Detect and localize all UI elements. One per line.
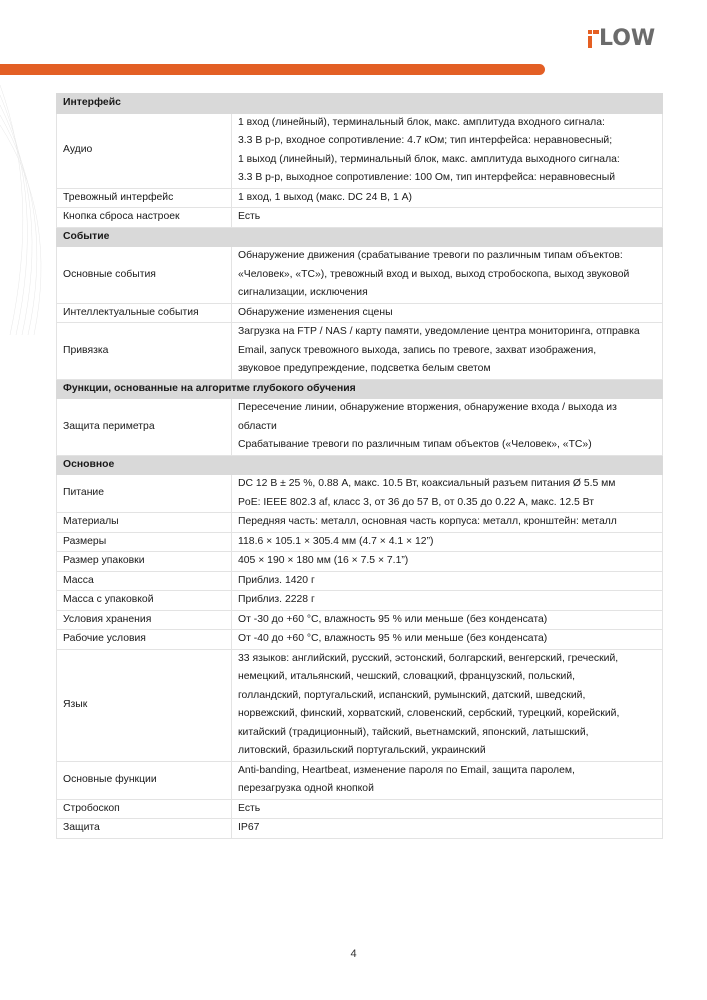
spec-value xyxy=(232,532,663,552)
spec-value-line: немецкий, итальянский, чешский, словацкий, французский, польский, xyxy=(238,671,576,682)
spec-value xyxy=(232,630,663,650)
spec-row xyxy=(57,591,663,611)
spec-value-line: Приблиз. 2228 г xyxy=(238,594,315,605)
spec-value-line: Передняя часть: металл, основная часть корпуса: металл, кронштейн: металл xyxy=(238,516,617,527)
spec-value-line: Обнаружение изменения сцены xyxy=(238,306,393,318)
spec-value-line: Приблиз. 1420 г xyxy=(238,574,315,586)
spec-value-line: перезагрузка одной кнопкой xyxy=(238,783,374,794)
spec-value-line: Загрузка на FTP / NAS / карту памяти, уведомление центра мониторинга, отправка xyxy=(238,326,640,337)
spec-row xyxy=(57,113,663,188)
spec-value-line: Пересечение линии, обнаружение вторжения, обнаружение входа / выхода из xyxy=(238,402,617,413)
spec-value-line: IP67 xyxy=(238,822,260,833)
spec-value xyxy=(232,475,663,513)
section-header-row xyxy=(57,379,663,399)
spec-key: Привязка xyxy=(57,323,232,380)
spec-key: Защита периметра xyxy=(57,399,232,456)
spec-key: Размер упаковки xyxy=(57,552,232,572)
spec-key: Защита xyxy=(57,819,232,839)
spec-key: Тревожный интерфейс xyxy=(57,188,232,208)
decorative-arcs xyxy=(0,75,60,335)
spec-value-line: Срабатывание тревоги по различным типам объектов («Человек», «ТС») xyxy=(238,439,592,450)
logo-text: LOW xyxy=(599,26,656,51)
spec-value-line: области xyxy=(238,420,277,432)
spec-row xyxy=(57,513,663,533)
spec-value-line: литовский, бразильский португальский, украинский xyxy=(238,745,486,756)
spec-row xyxy=(57,610,663,630)
spec-value xyxy=(232,761,663,799)
spec-value-line: 1 вход (линейный), терминальный блок, макс. амплитуда входного сигнала: xyxy=(238,116,605,128)
spec-row xyxy=(57,532,663,552)
spec-value-line: звуковое предупреждение, подсветка белым светом xyxy=(238,363,491,374)
spec-value xyxy=(232,188,663,208)
section-title: Основное xyxy=(57,455,663,475)
spec-value-line: сигнализации, исключения xyxy=(238,287,368,298)
spec-value-line: 1 выход (линейный), терминальный блок, макс. амплитуда выходного сигнала: xyxy=(238,153,620,165)
spec-row xyxy=(57,552,663,572)
spec-key: Основные функции xyxy=(57,761,232,799)
spec-value-line: норвежский, финский, хорватский, словенский, сербский, турецкий, корейский, xyxy=(238,708,620,719)
spec-row xyxy=(57,303,663,323)
spec-value xyxy=(232,113,663,188)
spec-value-line: Есть xyxy=(238,802,261,814)
spec-row xyxy=(57,819,663,839)
spec-key: Питание xyxy=(57,475,232,513)
spec-row xyxy=(57,649,663,761)
spec-value-line: 118.6 × 105.1 × 305.4 мм (4.7 × 4.1 × 12”) xyxy=(238,535,434,547)
spec-value xyxy=(232,323,663,380)
section-title: Функции, основанные на алгоритме глубокого обучения xyxy=(57,379,663,399)
spec-key: Интеллектуальные события xyxy=(57,303,232,323)
spec-value xyxy=(232,247,663,304)
spec-value xyxy=(232,513,663,533)
spec-key: Условия хранения xyxy=(57,610,232,630)
section-header-row xyxy=(57,455,663,475)
section-title: Интерфейс xyxy=(57,94,663,114)
spec-key: Кнопка сброса настроек xyxy=(57,208,232,228)
spec-value-line: 3.3 В p-p, выходное сопротивление: 100 Ом, тип интерфейса: неравновесный xyxy=(238,172,616,183)
spec-row xyxy=(57,761,663,799)
spec-value xyxy=(232,819,663,839)
section-header-row xyxy=(57,227,663,247)
spec-value-line: 3.3 В p-p, входное сопротивление: 4.7 кОм; тип интерфейса: неравновесный; xyxy=(238,135,613,146)
spec-value-line: От -40 до +60 °C, влажность 95 % или меньше (без конденсата) xyxy=(238,633,548,644)
spec-value xyxy=(232,208,663,228)
spec-value xyxy=(232,610,663,630)
header-accent-bar xyxy=(0,64,545,75)
spec-row xyxy=(57,323,663,380)
spec-value-line: 405 × 190 × 180 мм (16 × 7.5 × 7.1”) xyxy=(238,555,409,566)
spec-value xyxy=(232,649,663,761)
spec-key: Материалы xyxy=(57,513,232,533)
brand-logo xyxy=(588,26,655,51)
spec-key: Стробоскоп xyxy=(57,799,232,819)
page-number: 4 xyxy=(350,948,357,960)
spec-row xyxy=(57,399,663,456)
spec-key: Масса xyxy=(57,571,232,591)
spec-row xyxy=(57,630,663,650)
spec-value-line: Есть xyxy=(238,211,261,222)
spec-value-line: От -30 до +60 °C, влажность 95 % или меньше (без конденсата) xyxy=(238,613,548,625)
spec-row xyxy=(57,799,663,819)
spec-value-line: DC 12 В ± 25 %, 0.88 А, макс. 10.5 Вт, коаксиальный разъем питания Ø 5.5 мм xyxy=(238,478,616,489)
spec-key: Основные события xyxy=(57,247,232,304)
spec-value-line: китайский (традиционный), тайский, вьетнамский, японский, латышский, xyxy=(238,726,589,738)
section-header-row xyxy=(57,94,663,114)
spec-value xyxy=(232,799,663,819)
section-title: Событие xyxy=(57,227,663,247)
spec-row xyxy=(57,247,663,304)
spec-value-line: 1 вход, 1 выход (макс. DC 24 В, 1 А) xyxy=(238,191,412,203)
spec-table xyxy=(56,93,663,839)
spec-value xyxy=(232,591,663,611)
spec-value-line: Обнаружение движения (срабатывание тревоги по различным типам объектов: xyxy=(238,250,623,261)
spec-row xyxy=(57,208,663,228)
spec-row xyxy=(57,188,663,208)
spec-value xyxy=(232,399,663,456)
spec-value-line: 33 языков: английский, русский, эстонский, болгарский, венгерский, греческий, xyxy=(238,652,619,664)
spec-value-line: Anti-banding, Heartbeat, изменение пароля по Email, защита паролем, xyxy=(238,764,575,776)
spec-key: Язык xyxy=(57,649,232,761)
spec-value xyxy=(232,552,663,572)
spec-row xyxy=(57,475,663,513)
spec-value xyxy=(232,303,663,323)
spec-key: Рабочие условия xyxy=(57,630,232,650)
logo-mark-icon xyxy=(588,30,598,48)
spec-key: Масса с упаковкой xyxy=(57,591,232,611)
spec-value-line: PoE: IEEE 802.3 af, класс 3, от 36 до 57 В, от 0.35 до 0.22 А, макс. 12.5 Вт xyxy=(238,496,595,508)
spec-value-line: голландский, португальский, испанский, румынский, датский, шведский, xyxy=(238,689,586,701)
spec-key: Размеры xyxy=(57,532,232,552)
spec-key: Аудио xyxy=(57,113,232,188)
spec-value-line: «Человек», «ТС»), тревожный вход и выход, выход стробоскопа, выход звуковой xyxy=(238,268,630,280)
spec-value xyxy=(232,571,663,591)
spec-row xyxy=(57,571,663,591)
spec-value-line: Email, запуск тревожного выхода, запись по тревоге, захват изображения, xyxy=(238,344,597,356)
